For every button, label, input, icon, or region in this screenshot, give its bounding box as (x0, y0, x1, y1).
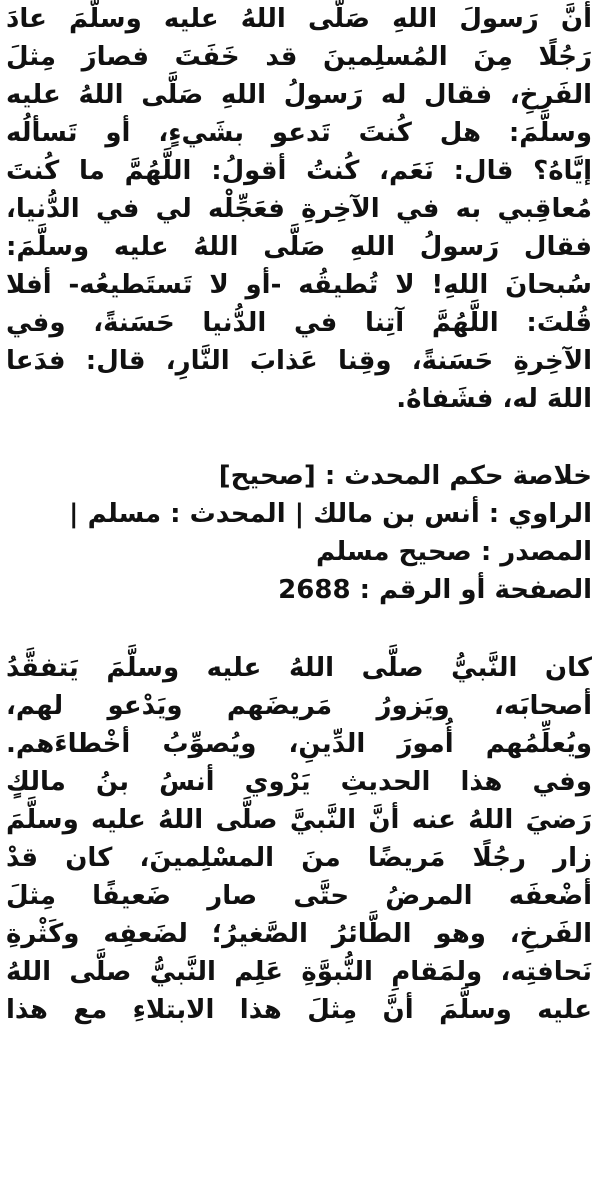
explanation-line: أصحابَه، ويَزورُ مَريضَهم ويَدْعو لهم، (6, 691, 592, 721)
hadith-text (6, 0, 592, 418)
hadith-info (6, 457, 592, 609)
hadith-line: الآخِرةِ حَسَنةً، وقِنا عَذابَ النَّارِ، قال: فدَعا (6, 346, 592, 376)
explanation-line: زار رجُلًا مَريضًا منَ المسْلِمينَ، كان قدْ (6, 843, 592, 873)
hadith-line: أنَّ رَسولَ اللهِ صَلَّى اللهُ عليه وسلَّمَ عادَ (6, 4, 592, 34)
hadith-line: قُلتَ: اللَّهُمَّ آتِنا في الدُّنيا حَسَنةً، وفي (6, 308, 592, 338)
ruling-line: خلاصة حكم المحدث : [صحيح] (218, 461, 592, 491)
explanation-text (6, 649, 592, 1029)
narrator-line: الراوي : أنس بن مالك | المحدث : مسلم | (69, 499, 592, 529)
page-number-line: الصفحة أو الرقم : 2688 (278, 575, 592, 605)
hadith-line: سُبحانَ اللهِ! لا تُطيقُه -أو لا تَستَطيعُه- أفلا (6, 270, 592, 300)
explanation-line: رَضيَ اللهُ عنه أنَّ النَّبيَّ صلَّى اللهُ عليه وسلَّمَ (6, 805, 592, 835)
hadith-line: الفَرخِ، فقال له رَسولُ اللهِ صَلَّى اللهُ عليه (6, 80, 592, 110)
hadith-line: فقال رَسولُ اللهِ صَلَّى اللهُ عليه وسلَّمَ: (6, 232, 592, 262)
explanation-line: عليه وسلَّمَ أنَّ مِثلَ هذا الابتلاءِ مع هذا (6, 995, 592, 1025)
explanation-line: ويُعلِّمُهم أُمورَ الدِّينِ، ويُصوِّبُ أخْطاءَهم. (6, 729, 592, 759)
source-line: المصدر : صحيح مسلم (315, 537, 592, 567)
explanation-line: نَحافتِه، ولمَقامِ النُّبوَّةِ عَلِم النَّبيُّ صلَّى اللهُ (6, 957, 592, 987)
hadith-line: مُعاقِبي به في الآخِرةِ فعَجِّلْه لي في الدُّنيا، (6, 194, 592, 224)
explanation-line: الفَرخِ، وهو الطَّائرُ الصَّغيرُ؛ لضَعفِه وكَثْرةِ (6, 919, 592, 949)
explanation-line: كان النَّبيُّ صلَّى اللهُ عليه وسلَّمَ يَتفقَّدُ (6, 653, 592, 683)
explanation-line: أضْعفَه المرضُ حتَّى صار ضَعيفًا مِثلَ (6, 881, 592, 911)
hadith-line: رَجُلًا مِنَ المُسلِمينَ قد خَفَتَ فصارَ مِثلَ (6, 42, 592, 72)
hadith-line: اللهَ له، فشَفاهُ. (396, 384, 592, 414)
hadith-line: إيَّاهُ؟ قال: نَعَم، كُنتُ أقولُ: اللَّهُمَّ ما كُنتَ (6, 156, 592, 186)
explanation-line: وفي هذا الحديثِ يَرْوي أنسُ بنُ مالكٍ (6, 767, 592, 797)
hadith-line: وسلَّمَ: هل كُنتَ تَدعو بشَيءٍ، أو تَسألُه (6, 118, 592, 148)
